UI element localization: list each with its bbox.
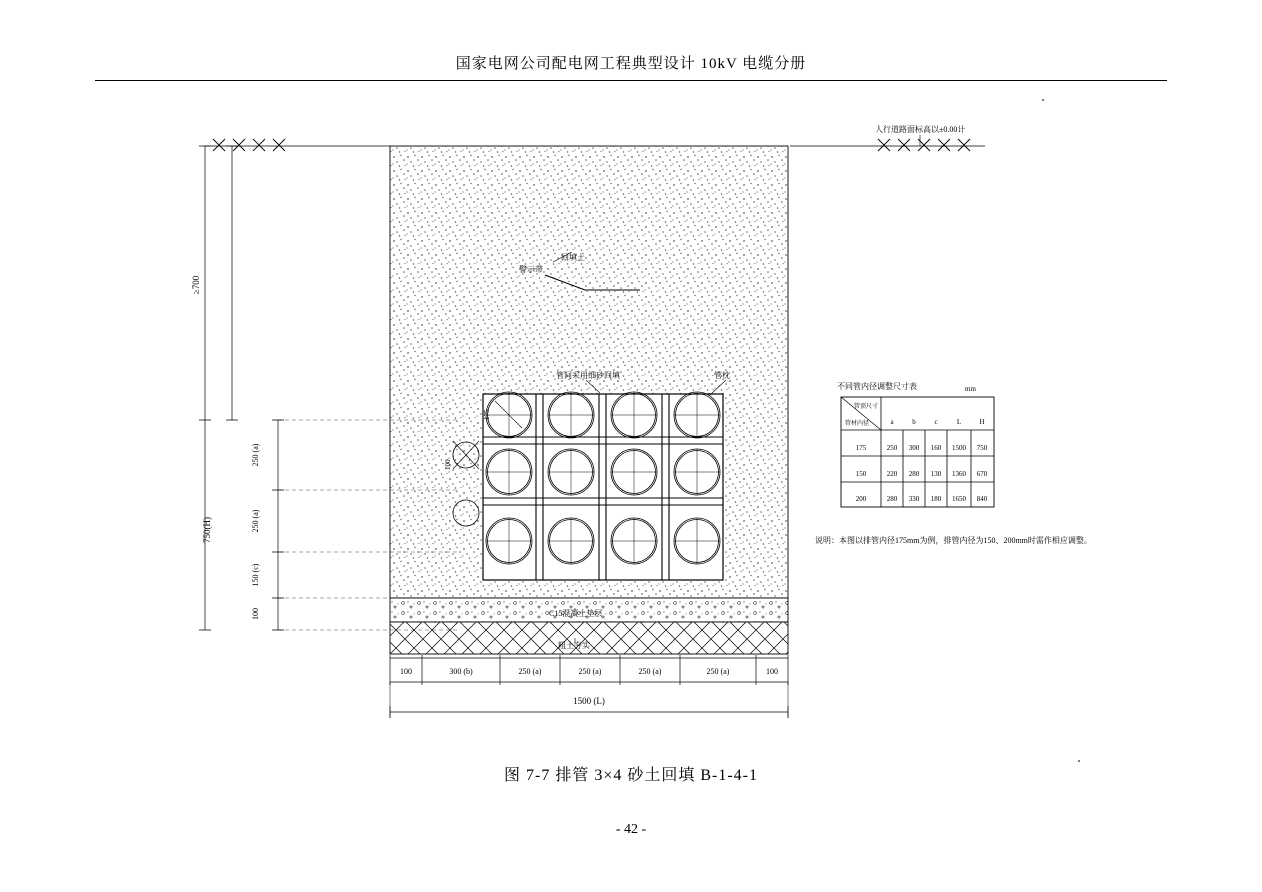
dim-row-1: 250 (a) [251, 443, 260, 467]
dim-depth-top: ≥700 [191, 275, 201, 295]
table-row2-a: 220 [886, 470, 898, 478]
dim-bottom-6: 250 (a) [706, 667, 730, 676]
dim-total-width: 1500 (L) [573, 696, 605, 706]
label-sand-cushion: 粗土夯实 [558, 641, 590, 650]
table-col-a: a [890, 418, 894, 426]
table-row3-c: 180 [930, 495, 942, 503]
dim-row-2: 250 (a) [251, 509, 260, 533]
label-pipe-pillow: 管枕 [714, 371, 730, 380]
page-number: - 42 - [615, 822, 647, 837]
table-corner-top: 管顶尺寸 [853, 404, 879, 410]
dim-bottom-3: 250 (a) [518, 667, 542, 676]
table-row2-L: 1360 [952, 470, 966, 478]
table-row1-b: 300 [908, 444, 920, 452]
table-row1-dia: 175 [855, 444, 867, 452]
dim-bottom-7: 100 [766, 667, 778, 676]
dim-row-3: 150 (c) [251, 563, 260, 587]
table-row3-b: 330 [908, 495, 920, 503]
table-row2-b: 280 [908, 470, 920, 478]
label-concrete-base: C15混凝土垫层 [549, 609, 603, 618]
table-unit: mm [965, 385, 976, 393]
table-row1-c: 160 [930, 444, 942, 452]
table-col-c: c [934, 418, 938, 426]
table-row3-dia: 200 [855, 495, 867, 503]
figure-caption: 图 7-7 排管 3×4 砂土回填 B-1-4-1 [503, 767, 758, 784]
table-row1-H: 750 [976, 444, 988, 452]
dim-row-4: 100 [251, 608, 260, 620]
table-row3-L: 1650 [952, 495, 966, 503]
table-row1-a: 250 [886, 444, 898, 452]
label-warning-tape: 警示带 [519, 265, 543, 274]
table-col-H: H [979, 418, 985, 426]
table-row3-H: 840 [976, 495, 988, 503]
table-row2-dia: 150 [855, 470, 867, 478]
dim-bottom-1: 100 [400, 667, 412, 676]
dim-bottom-4: 250 (a) [578, 667, 602, 676]
table-row1-L: 1500 [952, 444, 966, 452]
table-col-L: L [956, 418, 962, 426]
dim-bottom-2: 300 (b) [449, 667, 473, 676]
dim-total-depth: 750(H) [202, 517, 212, 543]
table-row2-c: 130 [930, 470, 942, 478]
label-between-pipes-fill: 管间采用细砂回填 [556, 371, 620, 380]
label-backfill: 回填土 [561, 253, 585, 262]
label-sidewalk-note: 人行道路面标高以±0.00计 [875, 125, 966, 134]
table-row3-a: 280 [886, 495, 898, 503]
label-pipe-gap: 100 [444, 459, 452, 470]
table-title: 不同管内径调整尺寸表 [837, 382, 917, 391]
table-row2-H: 670 [976, 470, 988, 478]
label-pipe-inner-dia: 175 [483, 409, 491, 420]
table-corner-bottom: 管材内径 [844, 421, 870, 427]
page-header: 国家电网公司配电网工程典型设计 10kV 电缆分册 [455, 56, 807, 72]
dim-bottom-5: 250 (a) [638, 667, 662, 676]
table-note: 说明：本图以排管内径175mm为例，排管内径为150、200mm时需作相应调整。 [815, 536, 1092, 545]
table-col-b: b [912, 418, 916, 426]
